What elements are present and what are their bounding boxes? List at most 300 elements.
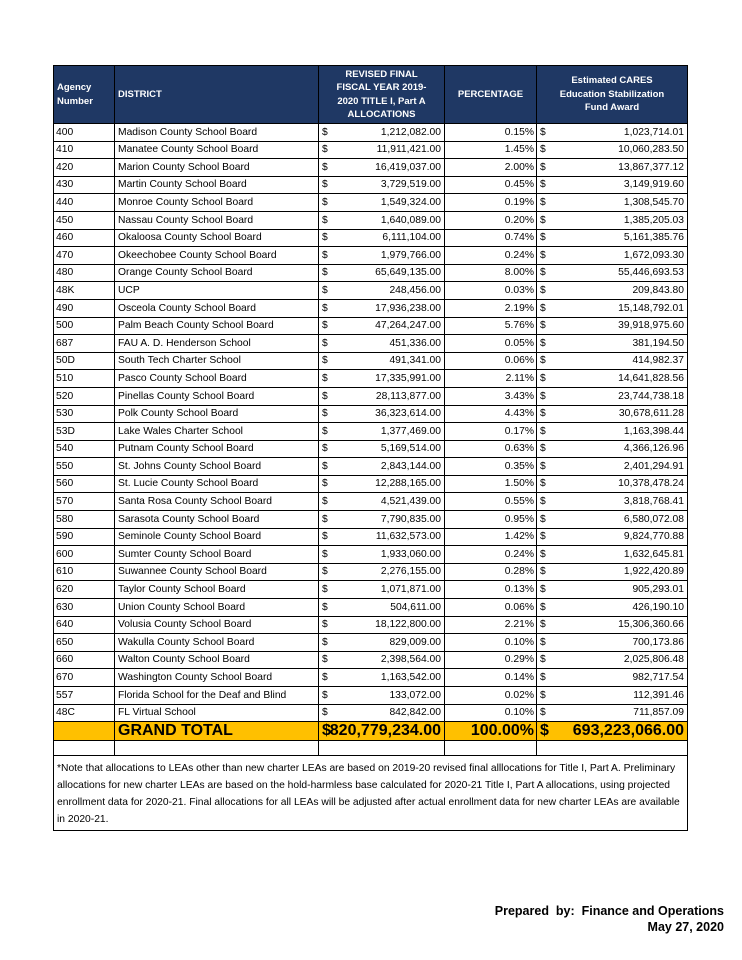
currency-symbol: $ (322, 390, 328, 402)
agency-number: 420 (54, 159, 115, 177)
percentage: 0.74% (445, 229, 537, 247)
prepared-by: Prepared by: Finance and Operations (494, 904, 724, 918)
percentage: 0.20% (445, 211, 537, 229)
cares-award (537, 493, 688, 511)
allocation-value: 17,335,991.00 (375, 372, 441, 384)
currency-symbol: $ (540, 196, 546, 208)
table-row (54, 511, 688, 529)
allocation-value: 5,169,514.00 (380, 443, 441, 455)
cares-award-value: 6,580,072.08 (623, 513, 684, 525)
allocation-value: 2,398,564.00 (380, 654, 441, 666)
district-name: Pasco County School Board (115, 370, 319, 388)
currency-symbol: $ (540, 408, 546, 420)
currency-symbol: $ (540, 144, 546, 156)
allocation-value: 1,071,871.00 (380, 584, 441, 596)
table-row (54, 423, 688, 441)
agency-number: 620 (54, 581, 115, 599)
blank-cell (537, 741, 688, 756)
currency-symbol: $ (322, 126, 328, 138)
percentage: 0.19% (445, 194, 537, 212)
cares-award-value: 112,391.46 (633, 689, 684, 701)
allocation-sheet (53, 65, 687, 831)
table-row (54, 563, 688, 581)
cares-award (537, 299, 688, 317)
percentage: 0.28% (445, 563, 537, 581)
header-agency-number: Agency Number (54, 66, 115, 124)
cares-award-value: 4,366,126.96 (623, 443, 684, 455)
currency-symbol: $ (540, 337, 546, 349)
cares-award-value: 13,867,377.12 (618, 161, 684, 173)
table-row (54, 176, 688, 194)
allocation (319, 264, 445, 282)
currency-symbol: $ (540, 126, 546, 138)
allocation (319, 335, 445, 353)
district-name: Madison County School Board (115, 124, 319, 142)
allocation-value: 36,323,614.00 (375, 408, 441, 420)
currency-symbol: $ (540, 478, 546, 490)
allocation (319, 317, 445, 335)
district-name: Wakulla County School Board (115, 634, 319, 652)
currency-symbol: $ (322, 478, 328, 490)
allocation-value: 1,979,766.00 (380, 249, 441, 261)
table-row (54, 229, 688, 247)
currency-symbol: $ (322, 337, 328, 349)
percentage: 0.35% (445, 458, 537, 476)
currency-symbol: $ (540, 601, 546, 613)
cares-award (537, 370, 688, 388)
cares-award (537, 387, 688, 405)
agency-number: 500 (54, 317, 115, 335)
grand-total-agency (54, 722, 115, 741)
percentage: 0.02% (445, 687, 537, 705)
note-row (54, 756, 688, 831)
currency-symbol: $ (322, 707, 328, 719)
agency-number: 650 (54, 634, 115, 652)
currency-symbol: $ (322, 355, 328, 367)
table-row (54, 634, 688, 652)
percentage: 2.11% (445, 370, 537, 388)
percentage: 0.06% (445, 352, 537, 370)
table-row (54, 581, 688, 599)
district-name: UCP (115, 282, 319, 300)
percentage: 4.43% (445, 405, 537, 423)
cares-award (537, 211, 688, 229)
cares-award (537, 264, 688, 282)
percentage: 2.19% (445, 299, 537, 317)
allocation (319, 423, 445, 441)
district-name: Lake Wales Charter School (115, 423, 319, 441)
district-name: St. Lucie County School Board (115, 475, 319, 493)
table-row (54, 317, 688, 335)
cares-award (537, 475, 688, 493)
currency-symbol: $ (540, 672, 546, 683)
district-name: Nassau County School Board (115, 211, 319, 229)
percentage: 0.29% (445, 651, 537, 669)
percentage: 8.00% (445, 264, 537, 282)
percentage: 3.43% (445, 387, 537, 405)
district-name: Union County School Board (115, 599, 319, 617)
table-row (54, 528, 688, 546)
allocation (319, 634, 445, 652)
allocation (319, 405, 445, 423)
percentage: 0.55% (445, 493, 537, 511)
blank-cell (445, 741, 537, 756)
percentage: 0.06% (445, 599, 537, 617)
cares-award (537, 669, 688, 687)
allocation (319, 282, 445, 300)
table-row (54, 335, 688, 353)
district-name: Pinellas County School Board (115, 387, 319, 405)
header-cares-award: Estimated CARES Education Stabilization Fund Award (537, 66, 688, 124)
agency-number: 687 (54, 335, 115, 353)
allocation (319, 669, 445, 687)
allocation-value: 1,212,082.00 (380, 126, 441, 138)
district-name: Walton County School Board (115, 651, 319, 669)
cares-award-value: 982,717.54 (632, 672, 684, 683)
district-name: St. Johns County School Board (115, 458, 319, 476)
agency-number: 490 (54, 299, 115, 317)
cares-award (537, 634, 688, 652)
district-name: Florida School for the Deaf and Blind (115, 687, 319, 705)
currency-symbol: $ (322, 214, 328, 226)
agency-number: 560 (54, 475, 115, 493)
table-row (54, 124, 688, 142)
agency-number: 590 (54, 528, 115, 546)
header-allocations: REVISED FINAL FISCAL YEAR 2019-2020 TITLE I, Part A ALLOCATIONS (319, 66, 445, 124)
agency-number: 557 (54, 687, 115, 705)
percentage: 1.45% (445, 141, 537, 159)
agency-number: 48C (54, 704, 115, 722)
cares-award-value: 3,149,919.60 (623, 179, 684, 191)
currency-symbol: $ (322, 566, 328, 578)
header-percentage: PERCENTAGE (445, 66, 537, 124)
grand-total-label: GRAND TOTAL (115, 722, 319, 741)
footnote: *Note that allocations to LEAs other than new charter LEAs are based on 2019-20 revised final alllocations for Title I, Part A. Preliminary allocations for new charter LEAs are based on the hold-harmless base calculated for 2020-21 Title I, Part A allocations, using projected enrollment data for 2020-21. Final allocations for all LEAs will be adjusted after actual enrollment data for new charter LEAs are available in 2020-21. (54, 756, 688, 831)
table-row (54, 194, 688, 212)
blank-cell (319, 741, 445, 756)
allocation (319, 176, 445, 194)
percentage: 0.95% (445, 511, 537, 529)
grand-total-award-value: 693,223,066.00 (572, 722, 684, 740)
cares-award-value: 5,161,385.76 (623, 232, 684, 244)
cares-award-value: 15,306,360.66 (618, 619, 684, 631)
table-row (54, 247, 688, 265)
allocation (319, 493, 445, 511)
currency-symbol: $ (322, 689, 328, 701)
district-name: Sumter County School Board (115, 546, 319, 564)
cares-award (537, 352, 688, 370)
district-name: Osceola County School Board (115, 299, 319, 317)
cares-award-value: 3,818,768.41 (623, 496, 684, 508)
cares-award (537, 176, 688, 194)
cares-award-value: 209,843.80 (632, 284, 684, 296)
header-row (54, 66, 688, 124)
cares-award-value: 10,378,478.24 (618, 478, 684, 490)
grand-total-percentage: 100.00% (445, 722, 537, 741)
allocation (319, 194, 445, 212)
table-row (54, 669, 688, 687)
cares-award (537, 581, 688, 599)
allocation (319, 528, 445, 546)
table-row (54, 405, 688, 423)
percentage: 0.15% (445, 124, 537, 142)
district-name: Manatee County School Board (115, 141, 319, 159)
percentage: 0.24% (445, 546, 537, 564)
agency-number: 430 (54, 176, 115, 194)
district-name: Taylor County School Board (115, 581, 319, 599)
currency-symbol: $ (322, 636, 328, 648)
table-row (54, 352, 688, 370)
currency-symbol: $ (322, 672, 328, 683)
cares-award (537, 458, 688, 476)
allocation-value: 11,911,421.00 (376, 144, 441, 156)
blank-cell (54, 741, 115, 756)
district-name: FAU A. D. Henderson School (115, 335, 319, 353)
currency-symbol: $ (322, 372, 328, 384)
allocation-value: 18,122,800.00 (375, 619, 441, 631)
percentage: 0.03% (445, 282, 537, 300)
district-name: Washington County School Board (115, 669, 319, 687)
district-name: Putnam County School Board (115, 440, 319, 458)
percentage: 0.10% (445, 634, 537, 652)
currency-symbol: $ (540, 566, 546, 578)
blank-row (54, 741, 688, 756)
agency-number: 540 (54, 440, 115, 458)
currency-symbol: $ (540, 179, 546, 191)
currency-symbol: $ (540, 689, 546, 701)
cares-award-value: 23,744,738.18 (618, 390, 684, 402)
agency-number: 410 (54, 141, 115, 159)
cares-award-value: 1,672,093.30 (623, 249, 684, 261)
cares-award-value: 55,446,693.53 (618, 267, 684, 279)
cares-award-value: 2,025,806.48 (623, 654, 684, 666)
percentage: 1.42% (445, 528, 537, 546)
currency-symbol: $ (322, 267, 328, 279)
agency-number: 550 (54, 458, 115, 476)
cares-award (537, 317, 688, 335)
currency-symbol: $ (540, 425, 546, 437)
currency-symbol: $ (322, 196, 328, 208)
currency-symbol: $ (322, 408, 328, 420)
table-row (54, 159, 688, 177)
agency-number: 53D (54, 423, 115, 441)
allocation (319, 704, 445, 722)
allocation-value: 11,632,573.00 (375, 531, 441, 543)
cares-award (537, 616, 688, 634)
currency-symbol: $ (540, 619, 546, 631)
cares-award-value: 1,023,714.01 (623, 126, 684, 138)
currency-symbol: $ (322, 249, 328, 261)
agency-number: 520 (54, 387, 115, 405)
cares-award (537, 124, 688, 142)
currency-symbol: $ (540, 460, 546, 472)
allocation (319, 440, 445, 458)
agency-number: 470 (54, 247, 115, 265)
cares-award-value: 14,641,828.56 (618, 372, 684, 384)
agency-number: 530 (54, 405, 115, 423)
agency-number: 600 (54, 546, 115, 564)
blank-cell (115, 741, 319, 756)
cares-award (537, 405, 688, 423)
cares-award (537, 528, 688, 546)
currency-symbol: $ (540, 636, 546, 648)
allocation-value: 451,336.00 (389, 337, 441, 349)
allocation (319, 141, 445, 159)
allocation-value: 7,790,835.00 (380, 513, 441, 525)
agency-number: 400 (54, 124, 115, 142)
percentage: 0.17% (445, 423, 537, 441)
currency-symbol: $ (540, 390, 546, 402)
currency-symbol: $ (540, 320, 546, 332)
agency-number: 480 (54, 264, 115, 282)
cares-award-value: 1,308,545.70 (623, 196, 684, 208)
allocation-value: 47,264,247.00 (375, 320, 441, 332)
cares-award (537, 440, 688, 458)
currency-symbol: $ (322, 179, 328, 191)
agency-number: 510 (54, 370, 115, 388)
percentage: 2.00% (445, 159, 537, 177)
allocation (319, 247, 445, 265)
cares-award-value: 711,857.09 (633, 707, 684, 719)
table-row (54, 282, 688, 300)
table-row (54, 299, 688, 317)
currency-symbol: $ (540, 214, 546, 226)
percentage: 0.10% (445, 704, 537, 722)
allocation (319, 475, 445, 493)
cares-award (537, 563, 688, 581)
district-name: Okaloosa County School Board (115, 229, 319, 247)
cares-award-value: 39,918,975.60 (618, 320, 684, 332)
allocation (319, 616, 445, 634)
table-row (54, 687, 688, 705)
currency-symbol: $ (322, 531, 328, 543)
percentage: 0.45% (445, 176, 537, 194)
allocation (319, 387, 445, 405)
percentage: 0.14% (445, 669, 537, 687)
prepared-date: May 27, 2020 (647, 920, 724, 934)
agency-number: 670 (54, 669, 115, 687)
cares-award (537, 599, 688, 617)
currency-symbol: $ (540, 267, 546, 279)
allocation-value: 1,163,542.00 (380, 672, 441, 683)
district-name: Suwannee County School Board (115, 563, 319, 581)
currency-symbol: $ (322, 161, 328, 173)
cares-award-value: 1,163,398.44 (623, 425, 684, 437)
allocation (319, 299, 445, 317)
currency-symbol: $ (540, 249, 546, 261)
district-name: Okeechobee County School Board (115, 247, 319, 265)
agency-number: 50D (54, 352, 115, 370)
percentage: 2.21% (445, 616, 537, 634)
cares-award-value: 9,824,770.88 (623, 531, 684, 543)
cares-award (537, 704, 688, 722)
currency-symbol: $ (540, 232, 546, 244)
cares-award (537, 229, 688, 247)
allocation-value: 2,276,155.00 (380, 566, 441, 578)
currency-symbol: $ (540, 654, 546, 666)
allocation-value: 504,611.00 (390, 601, 441, 613)
district-name: South Tech Charter School (115, 352, 319, 370)
allocation-value: 16,419,037.00 (375, 161, 441, 173)
cares-award (537, 651, 688, 669)
agency-number: 640 (54, 616, 115, 634)
cares-award (537, 335, 688, 353)
cares-award-value: 1,385,205.03 (623, 214, 684, 226)
percentage: 1.50% (445, 475, 537, 493)
allocation-value: 491,341.00 (389, 355, 441, 367)
cares-award-value: 426,190.10 (632, 601, 684, 613)
cares-award (537, 546, 688, 564)
allocation (319, 124, 445, 142)
district-name: Sarasota County School Board (115, 511, 319, 529)
table-row (54, 651, 688, 669)
table-row (54, 141, 688, 159)
district-name: Volusia County School Board (115, 616, 319, 634)
allocation-value: 248,456.00 (389, 284, 441, 296)
district-name: Martin County School Board (115, 176, 319, 194)
table-row (54, 264, 688, 282)
cares-award (537, 247, 688, 265)
district-name: Monroe County School Board (115, 194, 319, 212)
percentage: 0.63% (445, 440, 537, 458)
currency-symbol: $ (540, 513, 546, 525)
grand-total-row (54, 722, 688, 741)
currency-symbol: $ (322, 302, 328, 314)
cares-award-value: 10,060,283.50 (618, 144, 684, 156)
allocation-value: 1,377,469.00 (380, 425, 441, 437)
district-name: Marion County School Board (115, 159, 319, 177)
cares-award (537, 423, 688, 441)
district-name: Seminole County School Board (115, 528, 319, 546)
currency-symbol: $ (322, 584, 328, 596)
table-row (54, 211, 688, 229)
table-row (54, 370, 688, 388)
prepared-by-block (495, 903, 724, 935)
district-name: FL Virtual School (115, 704, 319, 722)
table-row (54, 387, 688, 405)
agency-number: 660 (54, 651, 115, 669)
allocation-value: 1,933,060.00 (380, 548, 441, 560)
currency-symbol: $ (540, 161, 546, 173)
allocation-value: 3,729,519.00 (380, 179, 441, 191)
cares-award-value: 1,922,420.89 (623, 566, 684, 578)
allocation (319, 581, 445, 599)
agency-number: 610 (54, 563, 115, 581)
cares-award-value: 30,678,611.28 (618, 408, 684, 420)
table-row (54, 599, 688, 617)
grand-total-allocation (319, 722, 445, 741)
currency-symbol: $ (540, 707, 546, 719)
currency-symbol: $ (540, 722, 549, 740)
cares-award-value: 381,194.50 (632, 337, 684, 349)
cares-award (537, 282, 688, 300)
agency-number: 450 (54, 211, 115, 229)
allocation (319, 651, 445, 669)
currency-symbol: $ (540, 302, 546, 314)
table-row (54, 493, 688, 511)
table-row (54, 704, 688, 722)
allocation-value: 2,843,144.00 (380, 460, 441, 472)
allocation (319, 370, 445, 388)
allocation-value: 17,936,238.00 (375, 302, 441, 314)
agency-number: 48K (54, 282, 115, 300)
currency-symbol: $ (540, 443, 546, 455)
cares-award (537, 511, 688, 529)
percentage: 0.13% (445, 581, 537, 599)
agency-number: 630 (54, 599, 115, 617)
currency-symbol: $ (540, 531, 546, 543)
currency-symbol: $ (540, 548, 546, 560)
